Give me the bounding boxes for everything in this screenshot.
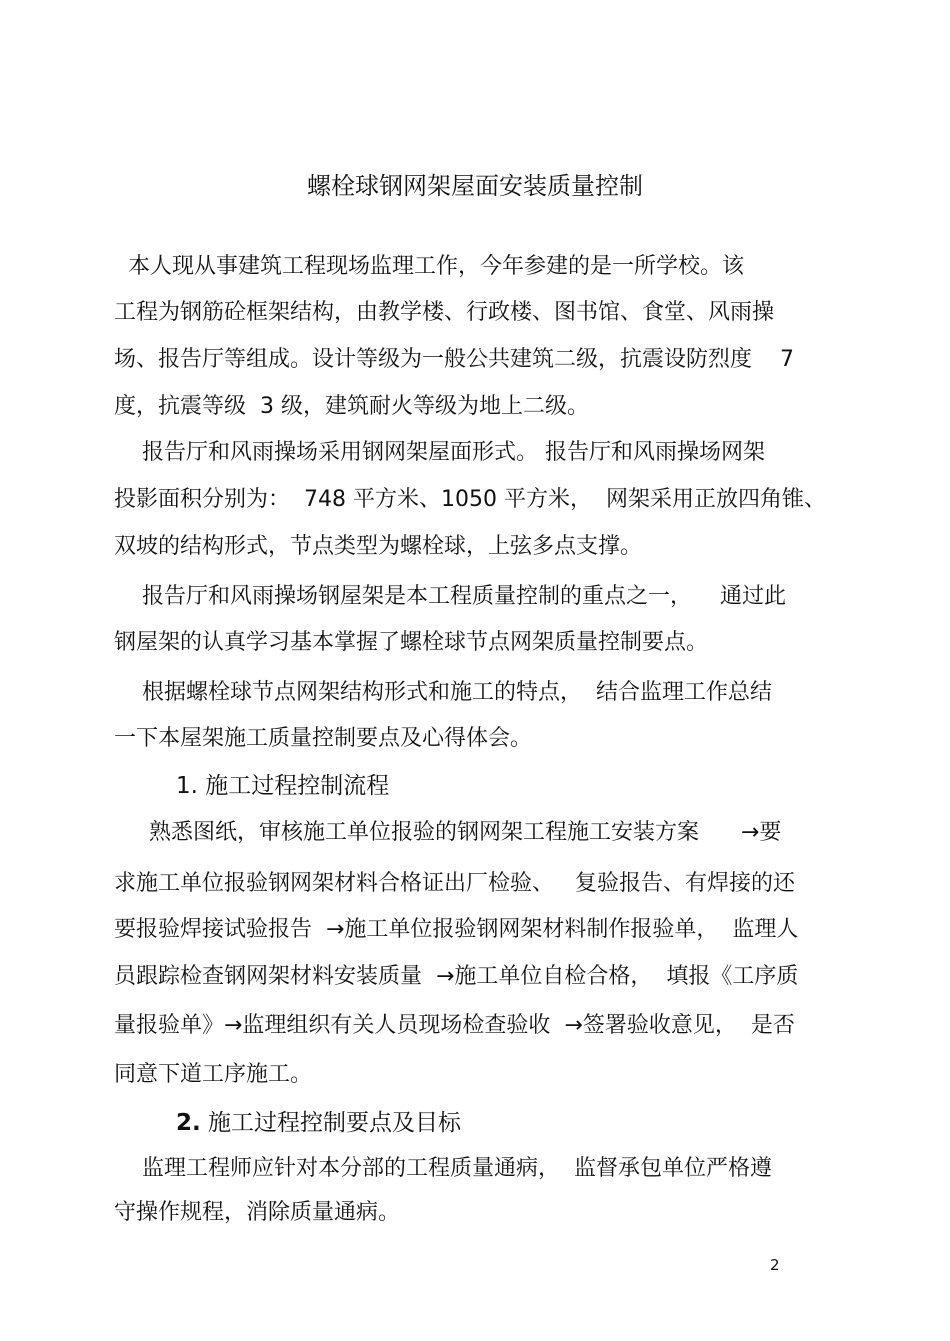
paragraph-6-line-1: 监理工程师应针对本分部的工程质量通病， 监督承包单位严格遵: [114, 1156, 772, 1181]
paragraph-5-line-5: 量报验单》→监理组织有关人员现场检查验收 →签署验收意见， 是否: [114, 1013, 795, 1038]
section-heading-2-number: 2.: [176, 1110, 201, 1136]
page-number: 2: [770, 1256, 780, 1274]
section-heading-2: [176, 1107, 461, 1139]
paragraph-6-line-2: 守操作规程，消除质量通病。: [114, 1200, 401, 1225]
document-title: 螺栓球钢网架屋面安装质量控制: [307, 172, 643, 200]
paragraph-1-line-2: 工程为钢筋砼框架结构，由教学楼、行政楼、图书馆、食堂、风雨操: [114, 300, 775, 325]
paragraph-3-line-2: 钢屋架的认真学习基本掌握了螺栓球节点网架质量控制要点。: [114, 630, 709, 655]
paragraph-2-line-3: 双坡的结构形式，节点类型为螺栓球，上弦多点支撑。: [114, 534, 643, 559]
paragraph-1-line-3: 场、报告厅等组成。设计等级为一般公共建筑二级，抗震设防烈度 7: [114, 347, 794, 372]
section-heading-1: 1. 施工过程控制流程: [176, 773, 390, 799]
paragraph-3-line-1: 报告厅和风雨操场钢屋架是本工程质量控制的重点之一， 通过此: [114, 584, 786, 609]
paragraph-1-line-1: 本人现从事建筑工程现场监理工作，今年参建的是一所学校。该: [114, 254, 744, 279]
paragraph-5-line-2: 求施工单位报验钢网架材料合格证出厂检验、 复验报告、有焊接的还: [114, 871, 795, 896]
paragraph-4-line-2: 一下本屋架施工质量控制要点及心得体会。: [114, 726, 533, 751]
section-heading-2-text: 施工过程控制要点及目标: [200, 1110, 462, 1136]
paragraph-5-line-6: 同意下道工序施工。: [114, 1062, 313, 1087]
paragraph-1-line-4: 度，抗震等级 3 级，建筑耐火等级为地上二级。: [114, 394, 589, 419]
paragraph-4-line-1: 根据螺栓球节点网架结构形式和施工的特点， 结合监理工作总结: [114, 680, 772, 705]
paragraph-5-line-3: 要报验焊接试验报告 →施工单位报验钢网架材料制作报验单， 监理人: [114, 917, 799, 942]
paragraph-5-line-1: 熟悉图纸，审核施工单位报验的钢网架工程施工安装方案 →要: [114, 820, 782, 845]
paragraph-2-line-1: 报告厅和风雨操场采用钢网架屋面形式。 报告厅和风雨操场网架: [114, 440, 765, 465]
paragraph-5-line-4: 员跟踪检查钢网架材料安装质量 →施工单位自检合格， 填报《工序质: [114, 964, 799, 989]
paragraph-2-line-2: 投影面积分别为： 748 平方米、1050 平方米， 网架采用正放四角锥、: [114, 487, 826, 512]
